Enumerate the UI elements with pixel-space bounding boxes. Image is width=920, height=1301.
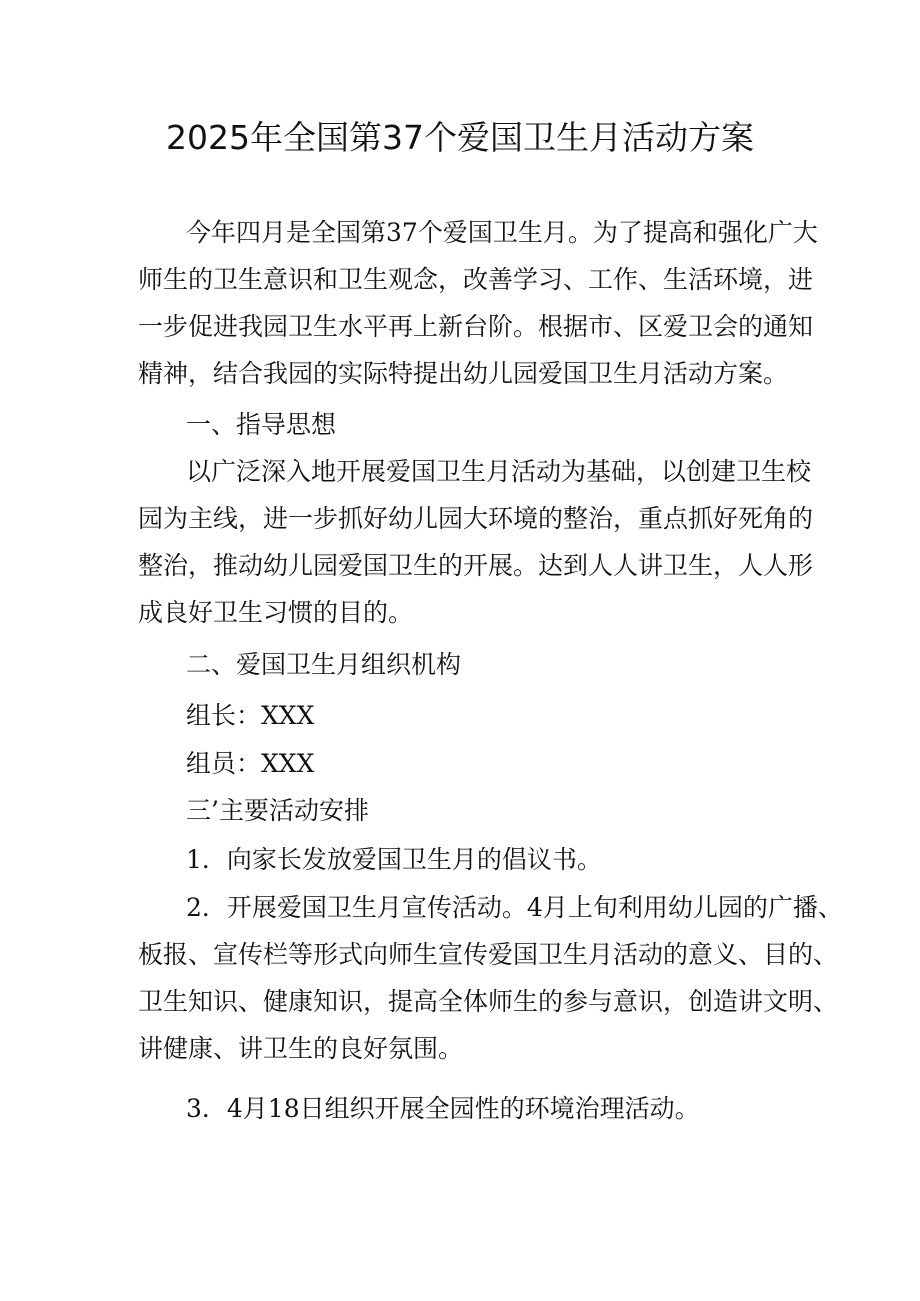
activity-item-2-line-1: 2．开展爱国卫生月宣传活动。4月上旬利用幼儿园的广播、 [186,893,843,922]
activity-item-2-line-2: 板报、宣传栏等形式向师生宣传爱国卫生月活动的意义、目的、 [138,940,839,969]
activity-item-2-line-4: 讲健康、讲卫生的良好氛围。 [138,1034,464,1063]
activity-item-3: 3．4月18日组织开展全园性的环境治理活动。 [186,1094,700,1123]
intro-line-4: 精神，结合我园的实际特提出幼儿园爱国卫生月活动方案。 [138,359,789,388]
guiding-line-4: 成良好卫生习惯的目的。 [138,598,414,627]
guiding-line-2: 园为主线，进一步抓好幼儿园大环境的整治，重点抓好死角的 [138,504,814,533]
activity-item-2-line-3: 卫生知识、健康知识，提高全体师生的参与意识，创造讲文明、 [138,987,839,1016]
document-title: 2025年全国第37个爱国卫生月活动方案 [166,118,754,157]
intro-line-1: 今年四月是全国第37个爱国卫生月。为了提高和强化广大 [186,218,818,247]
section-heading-activities: 三’主要活动安排 [186,796,369,825]
activity-item-1: 1．向家长发放爱国卫生月的倡议书。 [186,845,602,874]
guiding-line-3: 整治，推动幼儿园爱国卫生的开展。达到人人讲卫生，人人形 [138,551,814,580]
section-heading-organization: 二、爱国卫生月组织机构 [186,650,462,679]
section-heading-guiding-ideology: 一、指导思想 [186,410,337,439]
group-leader: 组长：XXX [186,701,315,730]
intro-line-3: 一步促进我园卫生水平再上新台阶。根据市、区爱卫会的通知 [138,312,814,341]
group-members: 组员：XXX [186,749,315,778]
intro-line-2: 师生的卫生意识和卫生观念，改善学习、工作、生活环境，进 [138,265,814,294]
guiding-line-1: 以广泛深入地开展爱国卫生月活动为基础，以创建卫生校 [186,457,812,486]
